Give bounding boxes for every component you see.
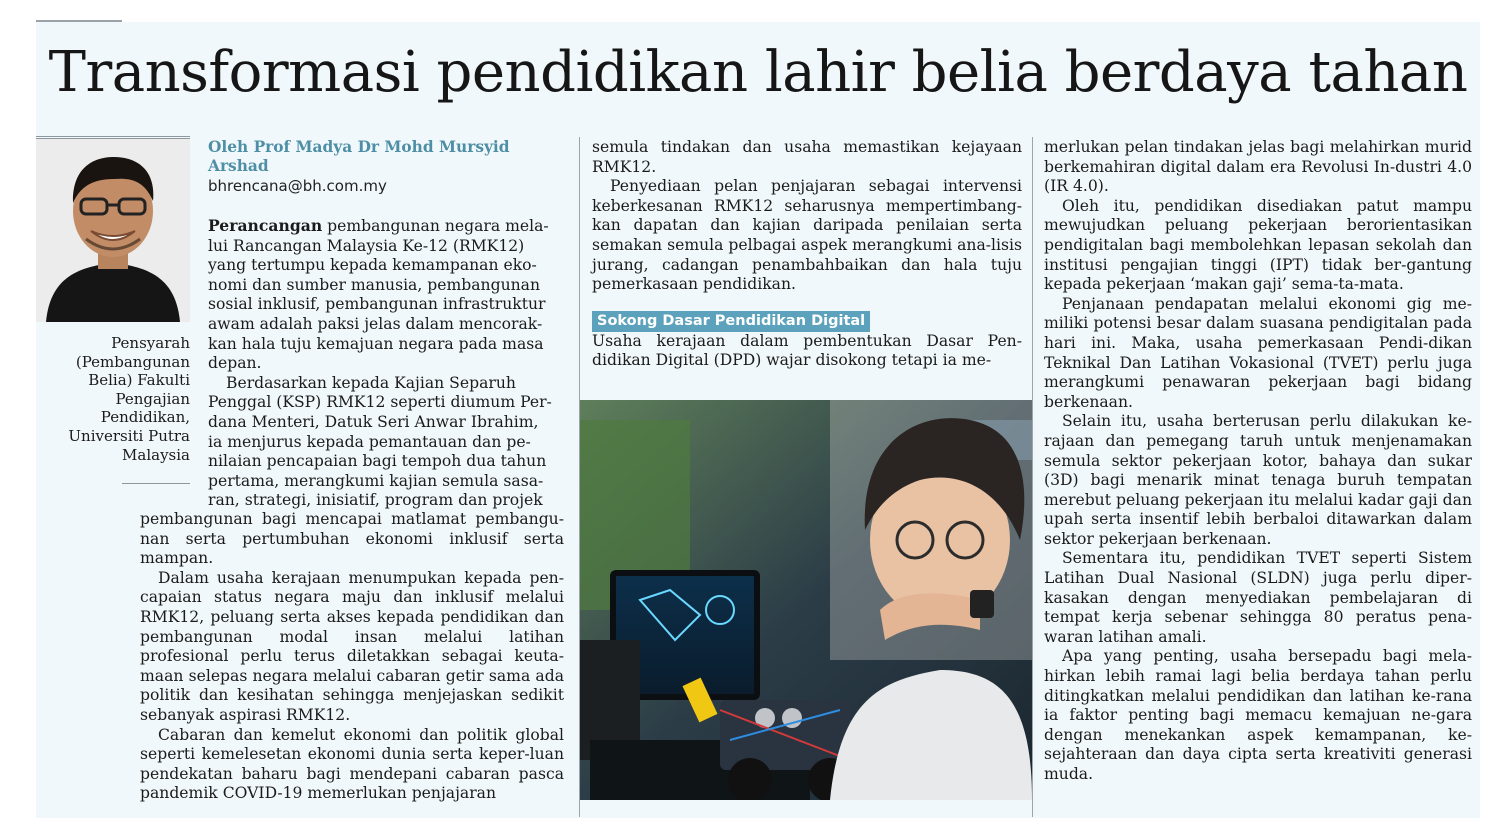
headline: Transformasi pendidikan lahir belia berdaya tahan — [48, 40, 1468, 105]
paragraph: Selain itu, usaha berterusan perlu dilakukan ke-rajaan dan pemegang taruh untuk menjenamakan semula sektor pekerjaan kotor, bahaya dan sukar (3D) bagi menarik minat tenaga buruh tempatan merebut peluang pekerjaan itu melalui kadar gaji dan upah serta insentif lebih berbaloi ditawarkan dalam sektor pekerjaan berkenaan. — [1044, 412, 1472, 548]
paragraph: merlukan pelan tindakan jelas bagi melahirkan murid berkemahiran digital dalam era Revolusi In-dustri 4.0 (IR 4.0). — [1044, 138, 1472, 196]
caption-line: (Pembangunan — [75, 352, 190, 371]
text-line: dana Menteri, Datuk Seri Anwar Ibrahim, — [208, 412, 539, 431]
paragraph: Usaha kerajaan dalam pembentukan Dasar Pen-didikan Digital (DPD) wajar disokong tetapi ia me- — [592, 331, 1022, 370]
text-line: awam adalah paksi jelas dalam mencorak- — [208, 314, 543, 333]
caption-rule-bottom — [122, 483, 190, 484]
paragraph: Dalam usaha kerajaan menumpukan kepada pen-capaian status negara maju dan inklusif melalui RMK12, peluang serta akses kepada pendidikan dan pembangunan modal insan melalui latihan profesional perlu terus diletakkan sebagai keuta-maan selepas negara melalui cabaran getir sama ada politik dan kesihatan sehingga menjejaskan sedikit sebanyak aspirasi RMK12. — [140, 568, 564, 724]
column-2 — [592, 138, 1022, 371]
text-line: nilaian pencapaian bagi tempoh dua tahun — [208, 452, 547, 471]
text-line: ia menjurus kepada pemantauan dan pe- — [208, 432, 531, 451]
column-divider-2 — [1032, 137, 1033, 817]
text-line: yang tertumpu kepada kemampanan eko- — [208, 256, 537, 275]
caption-line: Malaysia — [122, 445, 190, 464]
text-line: depan. — [208, 354, 262, 373]
caption-line: Belia) Fakulti — [88, 371, 190, 390]
paragraph: pembangunan bagi mencapai matlamat pembangu-nan serta pertumbuhan ekonomi inklusif serta mampan. — [140, 510, 564, 568]
author-portrait-icon — [36, 139, 190, 322]
column-1-top — [208, 216, 568, 511]
text-line: nomi dan sumber manusia, pembangunan — [208, 275, 540, 294]
text-line: Penggal (KSP) RMK12 seperti diumum Per- — [208, 393, 552, 412]
caption-line: Universiti Putra — [68, 426, 190, 445]
column-1-bottom — [140, 510, 564, 804]
text-line: Berdasarkan kepada Kajian Separuh — [226, 373, 516, 392]
paragraph: Apa yang penting, usaha bersepadu bagi mela-hirkan lebih ramai lagi belia berdaya tahan perlu ditingkatkan melalui pendidikan dan latihan ke-rana ia faktor penting bagi memacu kemajuan ne-gara dengan menekankan aspek kemampanan, ke-sejahteraan dan daya cipta serta kreativiti generasi muda. — [1044, 647, 1472, 783]
byline — [208, 138, 568, 196]
author-caption — [36, 334, 190, 464]
caption-line: Pensyarah — [111, 334, 190, 352]
student-robot-photo-icon — [580, 400, 1032, 800]
caption-line: Pendidikan, — [100, 408, 190, 427]
author-photo — [36, 138, 190, 322]
paragraph: Oleh itu, pendidikan disediakan patut mampu mewujudkan peluang pekerjaan berorientasikan pendigitalan bagi membolehkan lepasan sekolah dan institusi pengajian tinggi (IPT) tidak ber-gantung kepada pekerjaan ‘makan gaji’ sema-ta-mata. — [1044, 196, 1472, 294]
paragraph: Cabaran dan kemelut ekonomi dan politik global seperti kemelesetan ekonomi dunia serta keper-luan pendekatan baharu bagi mendepani cabaran pasca pandemik COVID-19 memerlukan penjajaran — [140, 725, 564, 803]
text-line: lui Rancangan Malaysia Ke-12 (RMK12) — [208, 236, 525, 255]
subheading: Sokong Dasar Pendidikan Digital — [592, 311, 870, 332]
paragraph: semula tindakan dan usaha memastikan kejayaan RMK12. — [592, 138, 1022, 176]
caption-rule-top — [36, 136, 190, 137]
text-line: kan hala tuju kemajuan negara pada masa — [208, 334, 544, 353]
author-name: Oleh Prof Madya Dr Mohd Mursyid Arshad — [208, 138, 510, 175]
author-email[interactable]: bhrencana@bh.com.my — [208, 177, 387, 195]
lead-word: Perancangan — [208, 216, 323, 235]
column-3 — [1044, 138, 1472, 785]
text-line: sosial inklusif, pembangunan infrastruktur — [208, 295, 546, 314]
text-line: ran, strategi, inisiatif, program dan projek — [208, 491, 543, 510]
article-page — [36, 22, 1480, 818]
text-line: pembangunan negara mela- — [322, 217, 549, 235]
text-line: pertama, merangkumi kajian semula sasa- — [208, 471, 544, 490]
paragraph: Sementara itu, pendidikan TVET seperti Sistem Latihan Dual Nasional (SLDN) juga perlu diper-kasakan dengan menyediakan pembelajaran di tempat kerja sebenar sehingga 80 peratus pena-waran latihan amali. — [1044, 549, 1472, 646]
paragraph: Penyediaan pelan penjajaran sebagai intervensi keberkesanan RMK12 seharusnya mempertimbang-kan dapatan dan kajian daripada penilaian serta semakan semula pelbagai aspek merangkumi ana-lisis jurang, cadangan penambahbaikan dan hala tuju pemerkasaan pendidikan. — [592, 177, 1022, 294]
main-photo — [580, 400, 1032, 800]
caption-line: Pengajian — [115, 389, 190, 408]
paragraph: Penjanaan pendapatan melalui ekonomi gig me-miliki potensi besar dalam suasana pendigitalan pada hari ini. Maka, usaha pemerkasaan Pendi-dikan Teknikal Dan Latihan Vokasional (TVET) perlu juga merangkumi penawaran pekerjaan bagi bidang berkenaan. — [1044, 294, 1472, 411]
